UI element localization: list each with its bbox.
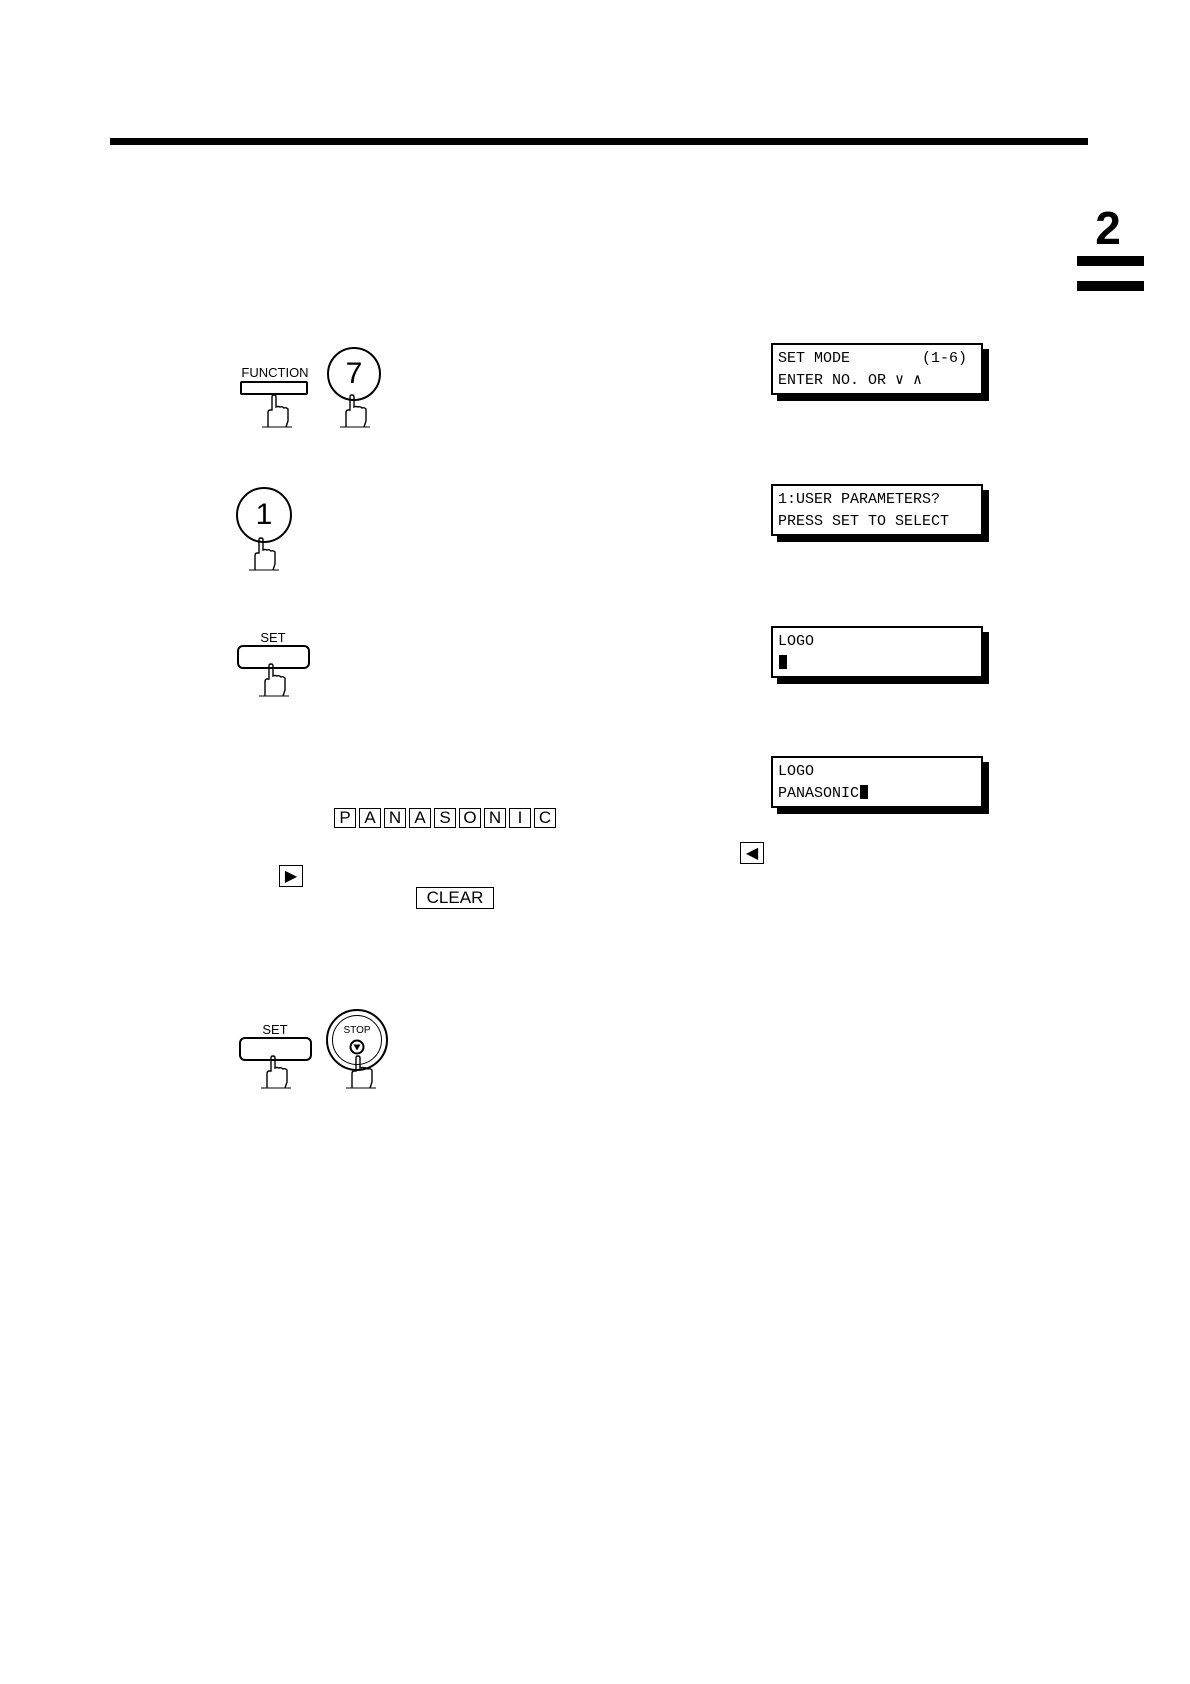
lcd-display-user-parameters: [771, 484, 983, 536]
letter-key[interactable]: I: [509, 808, 531, 828]
stop-symbol-icon: [349, 1039, 365, 1055]
header-rule: [110, 138, 1088, 145]
function-key-label: FUNCTION: [241, 365, 309, 380]
chapter-bar-bottom: [1077, 281, 1144, 291]
letter-key[interactable]: C: [534, 808, 556, 828]
letter-key[interactable]: A: [409, 808, 431, 828]
letter-key[interactable]: S: [434, 808, 456, 828]
letter-key[interactable]: A: [359, 808, 381, 828]
clear-key[interactable]: CLEAR: [416, 887, 494, 909]
pointing-finger-icon: [255, 662, 291, 698]
number-key-7[interactable]: 7: [327, 347, 381, 401]
right-arrow-key[interactable]: ▶: [279, 865, 303, 887]
pointing-finger-icon: [336, 393, 372, 429]
pointing-finger-icon: [245, 536, 281, 572]
chapter-bar-top: [1077, 256, 1144, 266]
letter-key[interactable]: N: [384, 808, 406, 828]
stop-key-label: STOP: [343, 1025, 371, 1036]
lcd-line-1: 1:USER PARAMETERS?: [778, 491, 941, 508]
lcd-line-1: LOGO: [778, 763, 815, 780]
pointing-finger-icon: [342, 1054, 378, 1090]
lcd-display-set-mode: [771, 343, 983, 395]
lcd-line-2: PANASONIC: [778, 785, 868, 803]
pointing-finger-icon: [257, 1054, 293, 1090]
lcd-line-1: SET MODE (1-6): [778, 350, 968, 367]
left-arrow-key[interactable]: ◀: [740, 842, 764, 864]
set-key-label: SET: [262, 1022, 288, 1037]
lcd-line-2: [778, 655, 787, 673]
lcd-line-1: LOGO: [778, 633, 815, 650]
lcd-line-2: ENTER NO. OR ∨ ∧: [778, 372, 923, 389]
letter-key[interactable]: N: [484, 808, 506, 828]
lcd-display-logo-panasonic: [771, 756, 983, 808]
number-key-1[interactable]: 1: [236, 487, 292, 543]
lcd-line-2: PRESS SET TO SELECT: [778, 513, 950, 530]
letter-key-sequence: [334, 808, 559, 828]
letter-key[interactable]: P: [334, 808, 356, 828]
pointing-finger-icon: [258, 393, 294, 429]
cursor-icon: [779, 655, 787, 669]
chapter-number: 2: [1095, 202, 1121, 254]
lcd-display-logo-empty: [771, 626, 983, 678]
letter-key[interactable]: O: [459, 808, 481, 828]
cursor-icon: [860, 785, 868, 799]
set-key-label: SET: [260, 630, 286, 645]
